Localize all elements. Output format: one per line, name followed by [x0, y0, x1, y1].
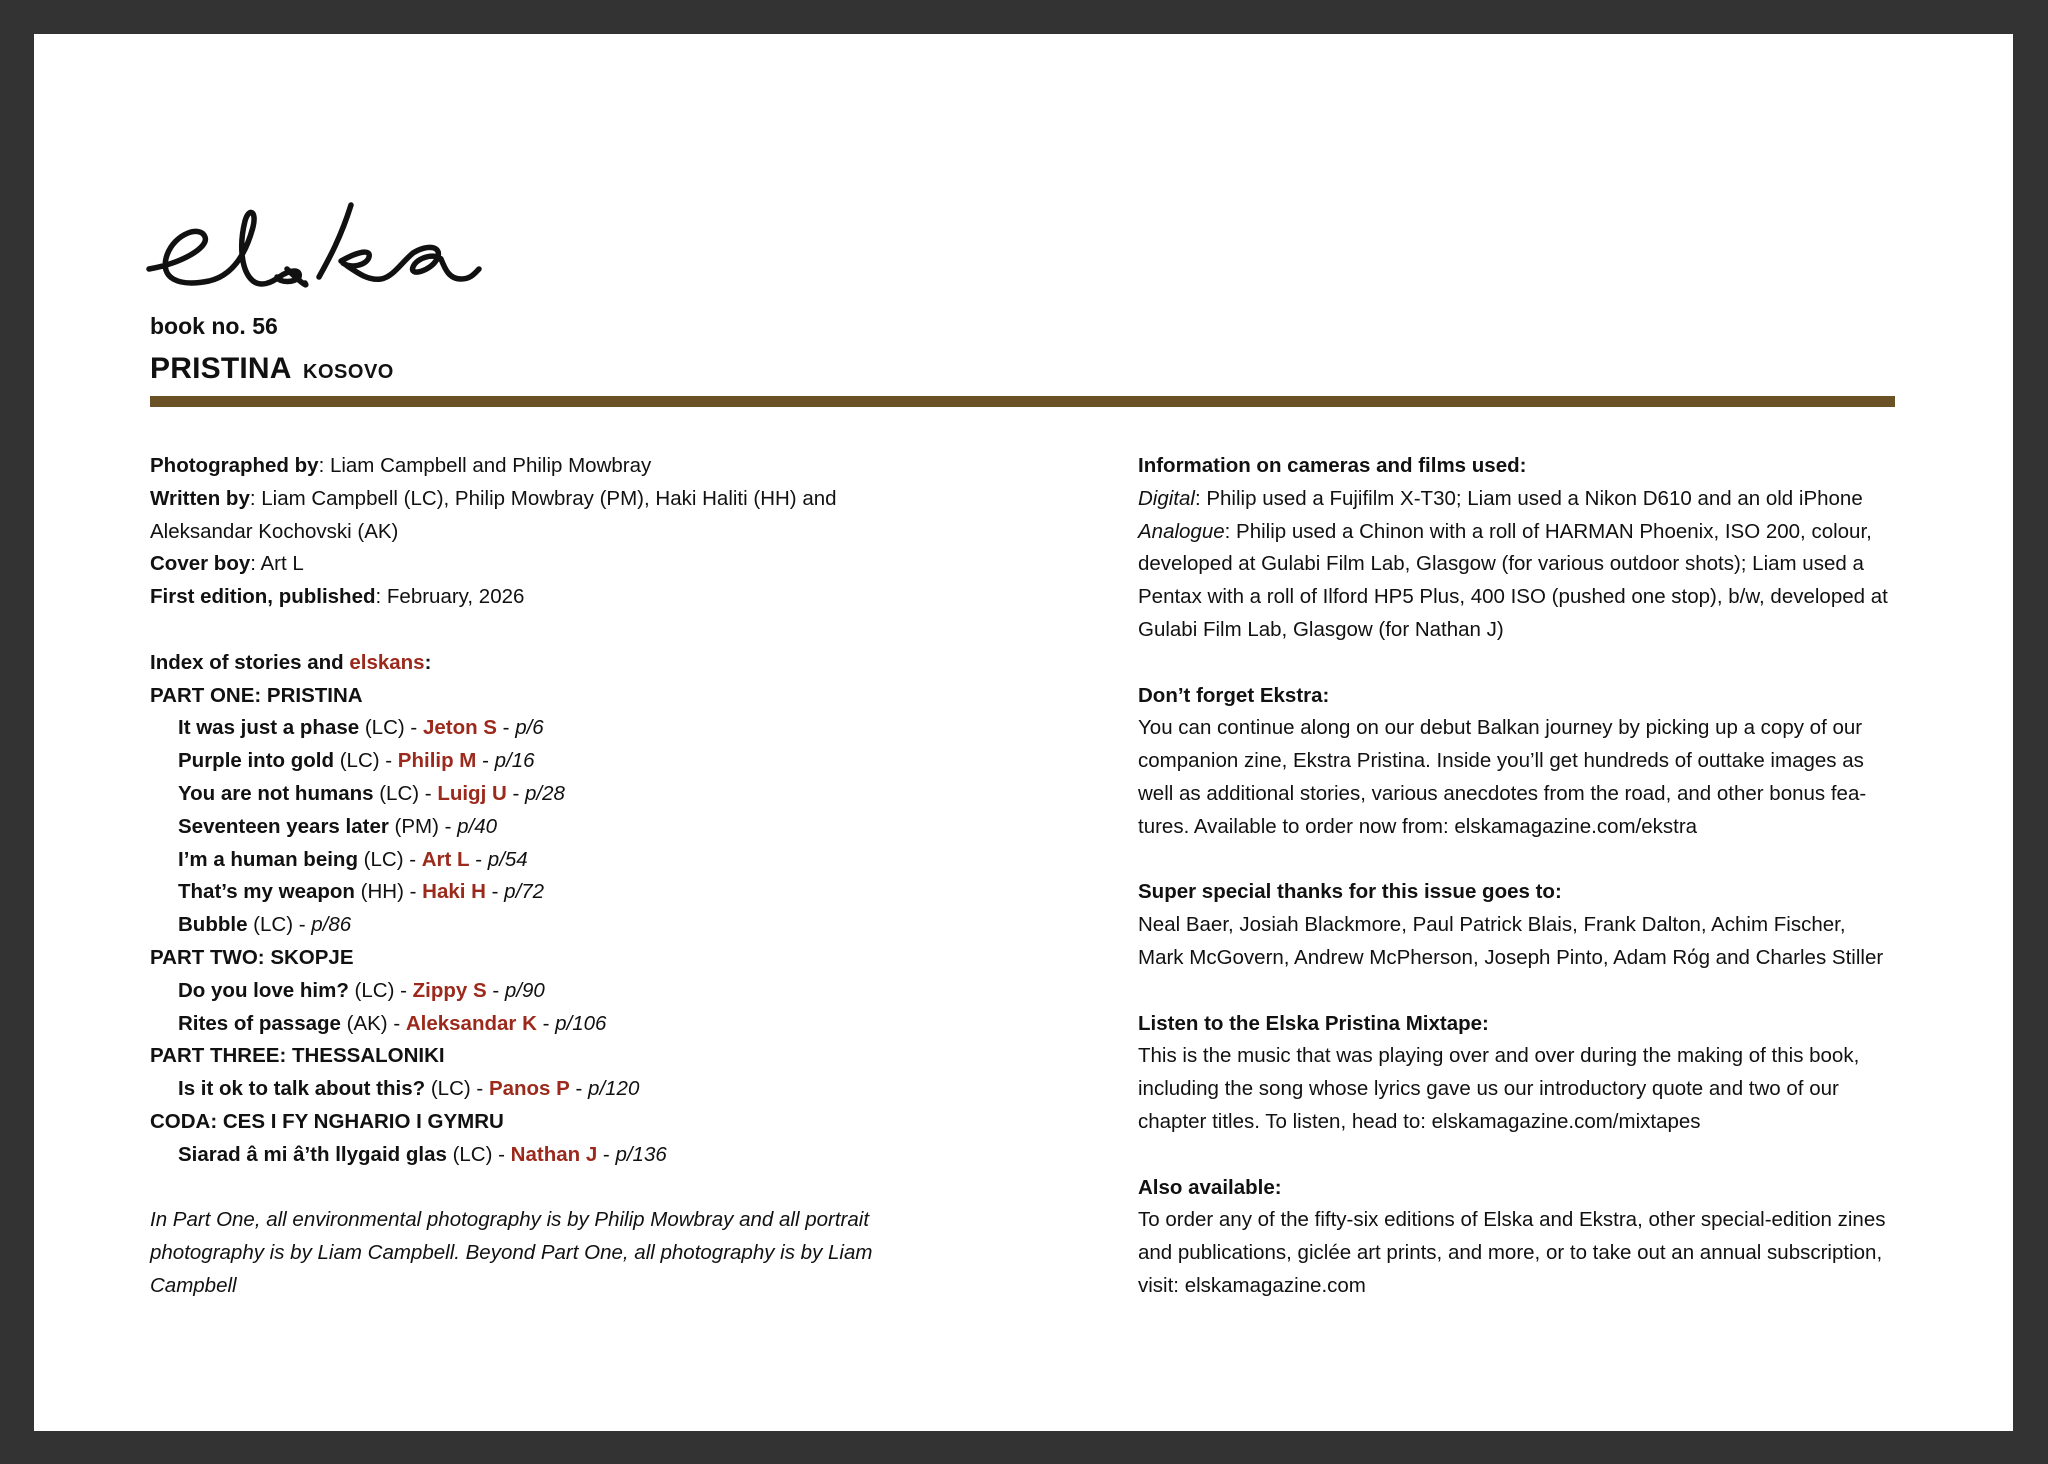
- part-heading: PART ONE: PRISTINA: [150, 683, 363, 707]
- text-line: Neal Baer, Josiah Blackmore, Paul Patrick Blais, Frank Dalton, Achim Fischer,: [1138, 913, 1846, 937]
- story-page: p/16: [494, 749, 535, 773]
- also-text: [1138, 1204, 1908, 1302]
- story-elskan: Luigj U: [437, 781, 507, 805]
- story-entry: [150, 1073, 1010, 1106]
- story-page: p/86: [311, 913, 352, 937]
- story-entry: [150, 975, 1010, 1008]
- story-title: You are not humans: [178, 781, 374, 805]
- story-entry: [150, 778, 1010, 811]
- story-elskan: Philip M: [397, 749, 477, 773]
- note-line: In Part One, all environmental photography is by Philip Mowbray and all portrait: [150, 1208, 870, 1232]
- story-title: Purple into gold: [178, 749, 335, 773]
- story-title: Rites of passage: [178, 1011, 341, 1035]
- cameras-analogue-cont: [1138, 548, 1908, 646]
- cameras-digital: Digital: Philip used a Fujifilm X-T30; Liam used a Nikon D610 and an old iPhone: [1138, 486, 1863, 510]
- story-title: Do you love him?: [178, 978, 349, 1002]
- story-entry: [150, 745, 1010, 778]
- story-page: p/72: [504, 880, 545, 904]
- story-title: Siarad â mi â’th llygaid glas: [178, 1142, 447, 1166]
- credit-written: Written by: Liam Campbell (LC), Philip Mowbray (PM), Haki Haliti (HH) and: [150, 486, 837, 510]
- story-separator: -: [476, 749, 495, 773]
- text-line: Pentax with a roll of Ilford HP5 Plus, 400 ISO (pushed one stop), b/w, developed at: [1138, 585, 1888, 609]
- text-line: visit: elskamagazine.com: [1138, 1273, 1366, 1297]
- story-title: Seventeen years later: [178, 814, 389, 838]
- part-heading: CODA: CES I FY NGHARIO I GYMRU: [150, 1109, 504, 1133]
- text-line: You can continue along on our debut Balkan journey by picking up a copy of our: [1138, 716, 1863, 740]
- also-heading: Also available:: [1138, 1175, 1282, 1199]
- story-author: (LC) -: [247, 913, 312, 937]
- story-separator: -: [469, 847, 488, 871]
- elska-logo: [145, 145, 535, 300]
- credit-written-cont: Aleksandar Kochovski (AK): [150, 519, 399, 543]
- story-page: p/136: [615, 1142, 667, 1166]
- story-title: Bubble: [178, 913, 248, 937]
- story-elskan: Nathan J: [510, 1142, 598, 1166]
- mixtape-heading: Listen to the Elska Pristina Mixtape:: [1138, 1011, 1489, 1035]
- story-author: (LC) -: [446, 1142, 511, 1166]
- photography-note: [150, 1204, 1010, 1302]
- index-list: [150, 680, 1010, 1172]
- story-author: (LC) -: [425, 1077, 489, 1101]
- story-entry: [150, 1139, 1010, 1172]
- text-line: Gulabi Film Lab, Glasgow (for Nathan J): [1138, 617, 1504, 641]
- left-column: [150, 450, 1010, 1303]
- story-title: I’m a human being: [178, 847, 358, 871]
- country-name: KOSOVO: [303, 361, 394, 383]
- story-author: (AK) -: [340, 1011, 406, 1035]
- text-line: including the song whose lyrics gave us our introductory quote and two of our: [1138, 1077, 1839, 1101]
- story-entry: [150, 1008, 1010, 1041]
- story-page: p/90: [504, 978, 545, 1002]
- story-entry: [150, 811, 1010, 844]
- story-author: (LC) -: [357, 847, 422, 871]
- story-separator: -: [496, 716, 516, 740]
- book-number: book no. 56: [150, 313, 278, 339]
- story-separator: -: [536, 1011, 556, 1035]
- text-line: tures. Available to order now from: elskamagazine.com/ekstra: [1138, 814, 1698, 838]
- story-author: (HH) -: [354, 880, 423, 904]
- part-heading: PART THREE: THESSALONIKI: [150, 1044, 445, 1068]
- story-title: It was just a phase: [178, 716, 360, 740]
- ekstra-heading: Don’t forget Ekstra:: [1138, 683, 1330, 707]
- right-column: [1138, 450, 1908, 1303]
- story-author: (LC) -: [348, 978, 413, 1002]
- story-title: That’s my weapon: [178, 880, 355, 904]
- story-page: p/28: [525, 781, 565, 805]
- text-line: To order any of the fifty-six editions of Elska and Ekstra, other special-edition zines: [1138, 1208, 1886, 1232]
- story-separator: -: [486, 978, 505, 1002]
- story-page: p/120: [588, 1077, 640, 1101]
- credit-edition: First edition, published: February, 2026: [150, 585, 525, 609]
- story-author: (LC) -: [334, 749, 398, 773]
- story-entry: [150, 909, 1010, 942]
- cameras-heading: Information on cameras and films used:: [1138, 454, 1527, 477]
- story-separator: -: [506, 781, 525, 805]
- story-page: p/106: [555, 1011, 607, 1035]
- ekstra-text: [1138, 712, 1908, 843]
- story-author: (LC) -: [373, 781, 438, 805]
- note-line: Campbell: [150, 1273, 237, 1297]
- credit-cover: Cover boy: Art L: [150, 552, 304, 576]
- text-line: companion zine, Ekstra Pristina. Inside you’ll get hundreds of outtake images as: [1138, 749, 1864, 773]
- story-entry: [150, 844, 1010, 877]
- story-page: p/40: [457, 814, 498, 838]
- story-elskan: Jeton S: [422, 716, 497, 740]
- story-entry: [150, 712, 1010, 745]
- story-author: (LC) -: [359, 716, 423, 740]
- story-title: Is it ok to talk about this?: [178, 1077, 426, 1101]
- text-line: chapter titles. To listen, head to: elskamagazine.com/mixtapes: [1138, 1109, 1701, 1133]
- index-heading: Index of stories and elskans:: [150, 650, 432, 674]
- document-page: [34, 34, 2013, 1431]
- part-heading: PART TWO: SKOPJE: [150, 945, 354, 969]
- story-elskan: Haki H: [422, 880, 486, 904]
- story-elskan: Zippy S: [412, 978, 487, 1002]
- elska-wordmark-icon: [145, 145, 535, 300]
- story-elskan: Panos P: [488, 1077, 570, 1101]
- header-divider: [150, 396, 1895, 407]
- page-title: [150, 352, 394, 386]
- text-line: well as additional stories, various anecdotes from the road, and other bonus fea-: [1138, 781, 1867, 805]
- story-separator: -: [569, 1077, 589, 1101]
- story-author: (PM) -: [388, 814, 458, 838]
- thanks-heading: Super special thanks for this issue goes to:: [1138, 880, 1562, 904]
- story-entry: [150, 876, 1010, 909]
- credit-photographed: Photographed by: Liam Campbell and Philip Mowbray: [150, 454, 652, 477]
- story-page: p/54: [487, 847, 528, 871]
- story-page: p/6: [515, 716, 544, 740]
- mixtape-text: [1138, 1040, 1908, 1138]
- cameras-analogue: Analogue: Philip used a Chinon with a roll of HARMAN Phoenix, ISO 200, colour,: [1138, 519, 1872, 543]
- note-line: photography is by Liam Campbell. Beyond Part One, all photography is by Liam: [150, 1241, 873, 1265]
- thanks-text: [1138, 909, 1908, 975]
- text-line: developed at Gulabi Film Lab, Glasgow (for various outdoor shots); Liam used a: [1138, 552, 1864, 576]
- text-line: and publications, giclée art prints, and more, or to take out an annual subscription,: [1138, 1241, 1883, 1265]
- city-name: PRISTINA: [150, 352, 291, 385]
- story-separator: -: [485, 880, 505, 904]
- story-separator: -: [597, 1142, 616, 1166]
- text-line: Mark McGovern, Andrew McPherson, Joseph Pinto, Adam Rόg and Charles Stiller: [1138, 945, 1884, 969]
- story-elskan: Aleksandar K: [405, 1011, 537, 1035]
- text-line: This is the music that was playing over and over during the making of this book,: [1138, 1044, 1860, 1068]
- story-elskan: Art L: [421, 847, 470, 871]
